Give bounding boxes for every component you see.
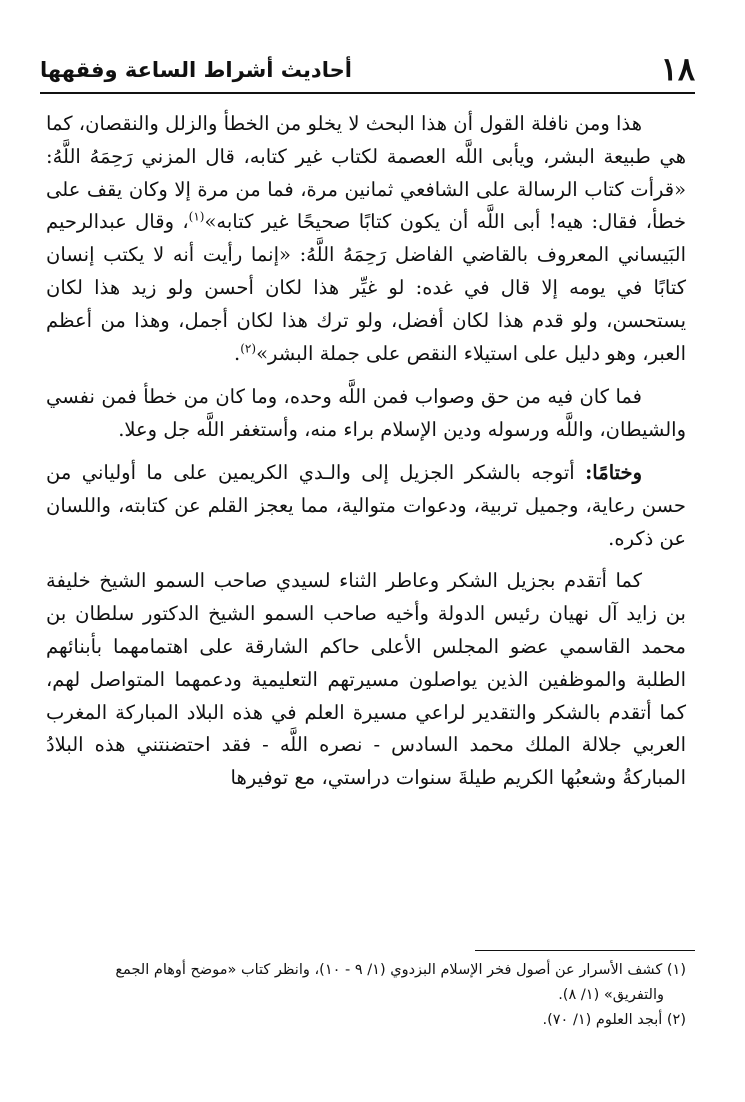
paragraph-3-text: أتوجه بالشكر الجزيل إلى والـدي الكريمين على ما أولياني من حسن رعاية، وجميل تربية، ودعوات متوالية، مما يعجز القلم عن كتابته، واللسان عن ذكره. (46, 460, 686, 550)
running-title: أحاديث أشراط الساعة وفقهها (40, 58, 352, 82)
paragraph-1-text-c: . (234, 341, 241, 365)
body-text (46, 108, 686, 806)
page-header (40, 48, 695, 94)
footnote-1-line-1: (١) كشف الأسرار عن أصول فخر الإسلام البزدوي (١/ ٩ - ١٠)، وانظر كتاب «موضح أوهام الجمع (115, 962, 686, 978)
footnote-ref-1: (١) (188, 209, 205, 224)
footnote-1 (46, 958, 686, 1008)
footnotes (46, 958, 686, 1033)
paragraph-3-lead: وختامًا: (585, 460, 642, 484)
footnote-2: (٢) أبجد العلوم (١/ ٧٠). (542, 1012, 686, 1028)
paragraph-1-text-b: ، وقال عبدالرحيم البَيساني المعروف بالقاضي الفاضل رَحِمَهُ اللَّهُ: «إنما رأيت أنه لا يكتب إنسان كتابًا في يومه إلا قال في غده: لو غيِّر هذا لكان أحسن ولو زيد هذا لكان يستحسن، ولو قدم هذا لكان أفضل، ولو ترك هذا لكان أجمل، وهذا من أعظم العبر، وهو دليل على استيلاء النقص على جملة البشر» (46, 210, 686, 365)
paragraph-1-text-a: هذا ومن نافلة القول أن هذا البحث لا يخلو من الخطأ والزلل والنقصان، كما هي طبيعة البشر، ويأبى اللَّه العصمة لكتاب غير كتابه، قال المزني رَحِمَهُ اللَّهُ: «قرأت كتاب الرسالة على الشافعي ثمانين مرة، فما من مرة إلا وكان يقف على خطأ، فقال: هيه! أبى اللَّه أن يكون كتابًا صحيحًا غير كتابه» (46, 112, 686, 234)
paragraph-1 (46, 108, 686, 370)
paragraph-4: كما أتقدم بجزيل الشكر وعاطر الثناء لسيدي صاحب السمو الشيخ خليفة بن زايد آل نهيان رئيس الدولة وأخيه صاحب السمو الشيخ الدكتور سلطان بن محمد القاسمي عضو المجلس الأعلى حاكم الشارقة على اهتمامهما بأبنائهم الطلبة والموظفين الذين يواصلون مسيرتهم التعليمية ودعمهما المتواصل لهم، كما أتقدم بالشكر والتقدير لراعي مسيرة العلم في هذه البلاد المباركة المغرب العربي جلالة الملك محمد السادس - نصره اللَّه - فقد احتضنتني هذه البلادُ المباركةُ وشعبُها الكريم طيلةَ سنوات دراستي، مع توفيرها (46, 569, 686, 790)
footnote-1-line-2: والتفريق» (١/ ٨). (558, 987, 664, 1003)
paragraph-2: فما كان فيه من حق وصواب فمن اللَّه وحده، وما كان من خطأ فمن نفسي والشيطان، واللَّه ورسوله ودين الإسلام براء منه، وأستغفر اللَّه جل وعلا. (46, 385, 686, 442)
page-number: ١٨ (660, 50, 695, 88)
paragraph-3 (46, 457, 686, 555)
footnote-ref-2: (٢) (240, 341, 257, 356)
footnote-separator (475, 950, 695, 951)
